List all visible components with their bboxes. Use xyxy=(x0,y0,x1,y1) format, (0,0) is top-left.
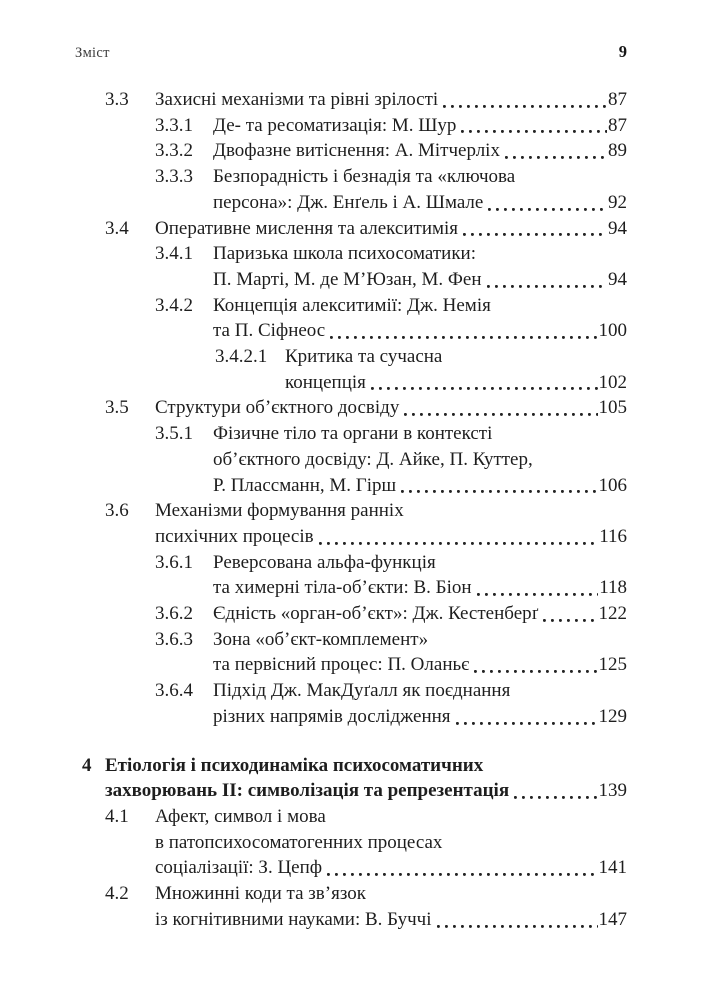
toc-entry-number: 4.2 xyxy=(105,883,129,905)
toc-entry-body xyxy=(213,601,627,627)
toc-entry-text: П. Марті, М. де М’Юзан, М. Фен xyxy=(213,268,482,290)
toc-entry-body xyxy=(155,498,627,549)
toc-entry-line xyxy=(285,370,627,396)
toc-entry-page: 118 xyxy=(599,577,627,599)
toc-entry-text: та химерні тіла-об’єкти: В. Біон xyxy=(213,577,472,599)
dot-leader xyxy=(327,318,598,344)
toc-entry-text: Критика та сучасна xyxy=(285,346,443,368)
toc-entry-page: 100 xyxy=(598,320,627,342)
toc-entry-text: Р. Плассманн, М. Гірш xyxy=(213,474,397,496)
table-of-contents xyxy=(0,87,627,933)
toc-entry-line xyxy=(213,293,627,319)
toc-entry-number: 3.6.4 xyxy=(155,680,193,702)
toc-entry-number: 3.5 xyxy=(105,397,129,419)
toc-entry xyxy=(0,138,627,164)
toc-entry-line xyxy=(213,652,627,678)
toc-entry-text: Оперативне мислення та алекситимія xyxy=(155,217,459,239)
toc-entry-number: 3.6.1 xyxy=(155,551,193,573)
dot-leader xyxy=(434,907,599,933)
page-number: 9 xyxy=(618,42,627,61)
toc-entry xyxy=(0,216,627,242)
toc-entry-line xyxy=(213,190,627,216)
toc-entry-page: 94 xyxy=(608,217,627,239)
dot-leader xyxy=(540,601,598,627)
toc-entry-number: 4.1 xyxy=(105,805,129,827)
toc-entry-line xyxy=(213,704,627,730)
toc-entry-line xyxy=(105,778,627,804)
toc-entry-text: та первісний процес: П. Оланьє xyxy=(213,654,470,676)
dot-leader xyxy=(440,87,608,113)
dot-leader xyxy=(471,652,598,678)
toc-entry-text: Фізичне тіло та органи в контексті xyxy=(213,423,493,445)
toc-entry-body xyxy=(213,421,627,498)
toc-entry-line xyxy=(105,753,627,779)
toc-entry xyxy=(0,293,627,344)
toc-entry-text: об’єктного досвіду: Д. Айке, П. Куттер, xyxy=(213,448,533,470)
dot-leader xyxy=(458,113,608,139)
toc-entry-body xyxy=(213,550,627,601)
toc-entry xyxy=(0,395,627,421)
toc-entry-line xyxy=(155,524,627,550)
toc-entry-body xyxy=(155,87,627,113)
toc-entry-body xyxy=(155,881,627,932)
toc-entry-line xyxy=(155,87,627,113)
toc-entry-page: 94 xyxy=(608,268,627,290)
toc-entry-text: із когнітивними науками: В. Буччі xyxy=(155,908,432,930)
toc-entry-page: 89 xyxy=(608,140,627,162)
running-title: Зміст xyxy=(75,45,110,61)
page-header xyxy=(75,42,627,62)
toc-entry-number: 3.3.1 xyxy=(155,114,193,136)
dot-leader xyxy=(368,370,599,396)
toc-entry-number: 3.5.1 xyxy=(155,423,193,445)
toc-entry-line xyxy=(213,164,627,190)
dot-leader xyxy=(502,138,608,164)
dot-leader xyxy=(474,575,600,601)
toc-entry-text: Структури об’єктного досвіду xyxy=(155,397,400,419)
toc-entry-body xyxy=(213,113,627,139)
toc-entry-body xyxy=(213,627,627,678)
toc-entry-line xyxy=(213,601,627,627)
toc-entry-line xyxy=(213,267,627,293)
toc-entry-line xyxy=(155,498,627,524)
toc-entry xyxy=(0,164,627,215)
toc-entry-page: 105 xyxy=(598,397,627,419)
toc-entry-page: 106 xyxy=(598,474,627,496)
toc-entry-page: 139 xyxy=(598,780,627,802)
toc-entry xyxy=(0,113,627,139)
toc-entry-page: 125 xyxy=(598,654,627,676)
toc-entry xyxy=(0,804,627,881)
toc-entry-number: 3.4.2 xyxy=(155,294,193,316)
toc-entry xyxy=(0,601,627,627)
toc-entry-number: 3.4.1 xyxy=(155,243,193,265)
toc-entry-line xyxy=(155,881,627,907)
toc-entry xyxy=(0,498,627,549)
toc-entry xyxy=(0,881,627,932)
toc-entry-text: та П. Сіфнеос xyxy=(213,320,326,342)
toc-entry xyxy=(0,421,627,498)
toc-entry-text: Множинні коди та зв’язок xyxy=(155,883,366,905)
toc-entry-body xyxy=(155,804,627,881)
toc-entry-page: 122 xyxy=(598,603,627,625)
toc-entry-page: 147 xyxy=(598,908,627,930)
toc-entry-body xyxy=(213,293,627,344)
toc-entry-text: концепція xyxy=(285,371,366,393)
toc-entry-text: Афект, символ і мова xyxy=(155,805,326,827)
toc-entry-line xyxy=(213,241,627,267)
toc-entry-page: 116 xyxy=(599,525,627,547)
toc-entry-body xyxy=(213,678,627,729)
toc-entry-body xyxy=(213,138,627,164)
toc-entry-line xyxy=(213,627,627,653)
toc-entry-number: 4 xyxy=(82,754,92,776)
toc-entry-text: Реверсована альфа-функція xyxy=(213,551,436,573)
toc-entry-number: 3.6.3 xyxy=(155,628,193,650)
toc-entry-text: Механізми формування ранніх xyxy=(155,500,404,522)
toc-entry-text: в патопсихосоматогенних процесах xyxy=(155,831,443,853)
toc-entry-page: 87 xyxy=(608,89,627,110)
toc-entry-number: 3.4.2.1 xyxy=(215,346,268,368)
dot-leader xyxy=(484,267,609,293)
toc-entry-line xyxy=(213,447,627,473)
toc-entry-text: Підхід Дж. МакДуґалл як поєднання xyxy=(213,680,511,702)
toc-entry-line xyxy=(155,907,627,933)
toc-entry-number: 3.3.3 xyxy=(155,166,193,188)
toc-entry xyxy=(0,627,627,678)
toc-entry-text: Паризька школа психосоматики: xyxy=(213,243,477,265)
dot-leader xyxy=(485,190,608,216)
dot-leader xyxy=(453,704,599,730)
toc-entry-line xyxy=(155,216,627,242)
toc-entry-text: соціалізації: З. Цепф xyxy=(155,857,323,879)
toc-entry-number: 3.4 xyxy=(105,217,129,239)
dot-leader xyxy=(324,855,598,881)
toc-entry-text: персона»: Дж. Енґель і А. Шмале xyxy=(213,191,484,213)
toc-entry-body xyxy=(155,216,627,242)
toc-entry-page: 92 xyxy=(608,191,627,213)
toc-entry-line xyxy=(213,138,627,164)
toc-entry-text: захворювань II: символізація та репрезентація xyxy=(105,780,510,802)
toc-entry-line xyxy=(213,421,627,447)
toc-entry-line xyxy=(213,575,627,601)
toc-entry-body xyxy=(213,164,627,215)
toc-entry-line xyxy=(155,804,627,830)
toc-entry xyxy=(0,241,627,292)
toc-entry-page: 102 xyxy=(598,371,627,393)
toc-entry-line xyxy=(213,318,627,344)
toc-entry xyxy=(0,87,627,113)
toc-entry-text: психічних процесів xyxy=(155,525,314,547)
toc-entry-number: 3.3 xyxy=(105,89,129,110)
toc-entry-page: 87 xyxy=(608,114,627,136)
toc-entry xyxy=(0,344,627,395)
toc-entry xyxy=(0,753,627,804)
toc-entry-body xyxy=(285,344,627,395)
dot-leader xyxy=(401,395,598,421)
toc-entry-text: Безпорадність і безнадія та «ключова xyxy=(213,166,516,188)
toc-entry-number: 3.3.2 xyxy=(155,140,193,162)
toc-entry-body xyxy=(105,753,627,804)
toc-entry-line xyxy=(285,344,627,370)
dot-leader xyxy=(398,473,598,499)
dot-leader xyxy=(316,524,600,550)
toc-entry-text: Зона «об’єкт-комплемент» xyxy=(213,628,429,650)
dot-leader xyxy=(511,778,598,804)
toc-entry-line xyxy=(213,113,627,139)
toc-entry-page: 141 xyxy=(598,857,627,879)
toc-entry-text: Етіологія і психодинаміка психосоматичних xyxy=(105,754,484,776)
toc-entry-body xyxy=(155,395,627,421)
toc-entry-number: 3.6.2 xyxy=(155,603,193,625)
toc-entry-line xyxy=(213,550,627,576)
toc-entry xyxy=(0,678,627,729)
toc-entry-line xyxy=(155,830,627,856)
dot-leader xyxy=(460,216,608,242)
toc-entry-body xyxy=(213,241,627,292)
toc-entry-text: Єдність «орган-об’єкт»: Дж. Кестенберґ xyxy=(213,603,539,625)
toc-entry-number: 3.6 xyxy=(105,500,129,522)
toc-entry-line xyxy=(213,473,627,499)
toc-entry-line xyxy=(213,678,627,704)
toc-entry xyxy=(0,550,627,601)
toc-entry-text: Де- та ресоматизація: М. Шур xyxy=(213,114,457,136)
toc-entry-text: Захисні механізми та рівні зрілості xyxy=(155,89,439,110)
toc-entry-text: Концепція алекситимії: Дж. Немія xyxy=(213,294,491,316)
toc-entry-line xyxy=(155,395,627,421)
toc-entry-text: Двофазне витіснення: А. Мітчерліх xyxy=(213,140,500,162)
toc-entry-line xyxy=(155,855,627,881)
toc-entry-page: 129 xyxy=(598,705,627,727)
toc-entry-text: різних напрямів дослідження xyxy=(213,705,451,727)
